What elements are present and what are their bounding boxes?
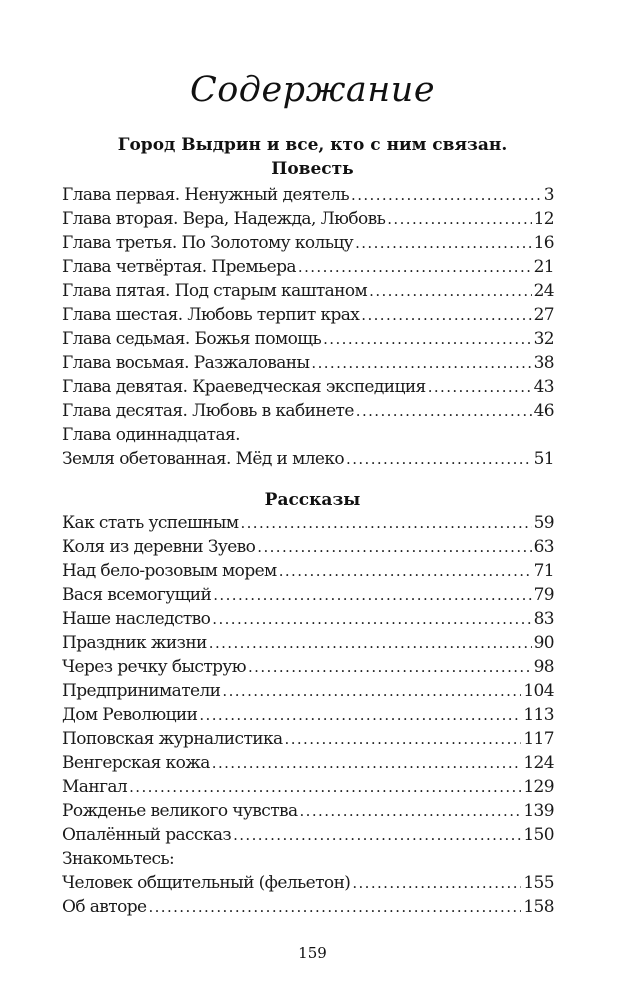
toc-entry-title: Наше наследство (62, 609, 211, 629)
toc-entry (62, 255, 554, 279)
toc-entry-page: 139 (523, 801, 554, 821)
toc-entry-title: Земля обетованная. Мёд и млеко (62, 449, 345, 469)
toc-entry-title: Над бело-розовым морем (62, 561, 277, 581)
toc-entry (62, 727, 554, 751)
toc-dot-leader (387, 207, 531, 231)
toc-entry-page: 83 (533, 609, 554, 629)
toc-entry-page: 38 (533, 353, 554, 373)
toc-entry-title: Об авторе (62, 897, 147, 917)
novel-toc-list (62, 183, 554, 471)
toc-dot-leader (311, 351, 531, 375)
toc-entry-page: 43 (533, 377, 554, 397)
toc-dot-leader (209, 631, 532, 655)
toc-entry-page: 12 (533, 209, 554, 229)
toc-entry-page: 124 (523, 753, 554, 773)
toc-entry (62, 823, 554, 847)
toc-entry-page: 158 (523, 897, 554, 917)
toc-dot-leader (298, 255, 532, 279)
novel-section-subheading: Повесть (271, 159, 354, 179)
toc-dot-leader (240, 511, 531, 535)
toc-entry-title: Человек общительный (фельетон) (62, 873, 351, 893)
toc-entry-title: Мангал (62, 777, 128, 797)
toc-entry (62, 655, 554, 679)
toc-dot-leader (257, 535, 531, 559)
toc-entry (62, 751, 554, 775)
toc-dot-leader (233, 823, 521, 847)
toc-entry-title: Венгерская кожа (62, 753, 210, 773)
toc-dot-leader (361, 303, 531, 327)
toc-entry (62, 559, 554, 583)
toc-entry-page: 27 (533, 305, 554, 325)
toc-dot-leader (199, 703, 521, 727)
toc-entry (62, 303, 554, 327)
toc-dot-leader (212, 751, 522, 775)
toc-entry (62, 583, 554, 607)
toc-entry (62, 511, 554, 535)
toc-entry (62, 631, 554, 655)
toc-dot-leader (346, 447, 532, 471)
toc-entry-page: 21 (533, 257, 554, 277)
toc-entry-page: 98 (533, 657, 554, 677)
toc-entry-title: Предприниматели (62, 681, 221, 701)
toc-entry-page: 150 (523, 825, 554, 845)
toc-entry (62, 327, 554, 351)
toc-entry (62, 183, 554, 207)
toc-dot-leader (428, 375, 532, 399)
toc-entry-title: Поповская журналистика (62, 729, 283, 749)
toc-dot-leader (279, 559, 532, 583)
toc-entry (62, 679, 554, 703)
toc-entry-title: Глава вторая. Вера, Надежда, Любовь (62, 209, 386, 229)
toc-entry (62, 799, 554, 823)
toc-dot-leader (351, 183, 542, 207)
toc-entry-page: 51 (533, 449, 554, 469)
toc-entry-title: Глава третья. По Золотому кольцу (62, 233, 354, 253)
toc-entry (62, 535, 554, 559)
toc-entry-page: 46 (533, 401, 554, 421)
toc-entry (62, 447, 554, 471)
toc-entry-title: Глава девятая. Краеведческая экспедиция (62, 377, 426, 397)
toc-dot-leader (148, 895, 521, 919)
toc-entry (62, 607, 554, 631)
toc-entry (62, 351, 554, 375)
toc-entry-title: Глава шестая. Любовь терпит крах (62, 305, 360, 325)
toc-entry-title: Вася всемогущий (62, 585, 212, 605)
toc-entry (62, 703, 554, 727)
toc-entry-title: Глава десятая. Любовь в кабинете (62, 401, 354, 421)
toc-dot-leader (352, 871, 521, 895)
toc-entry-page: 71 (533, 561, 554, 581)
toc-entry-title: Как стать успешным (62, 513, 239, 533)
toc-entry-page: 24 (533, 281, 554, 301)
toc-dot-leader (369, 279, 531, 303)
toc-entry (62, 399, 554, 423)
toc-entry (62, 775, 554, 799)
toc-entry-title-line: Глава одиннадцатая. (62, 425, 240, 445)
toc-entry-page: 155 (523, 873, 554, 893)
toc-dot-leader (213, 583, 531, 607)
toc-entry (62, 375, 554, 399)
toc-entry-page: 113 (523, 705, 554, 725)
toc-entry-title-line: Знакомьтесь: (62, 849, 175, 869)
toc-entry-page: 79 (533, 585, 554, 605)
toc-dot-leader (300, 799, 522, 823)
toc-entry-title: Дом Революции (62, 705, 198, 725)
toc-dot-leader (285, 727, 522, 751)
toc-entry-page: 90 (533, 633, 554, 653)
page-title: Содержание (189, 70, 436, 110)
toc-entry-title: Через речку быструю (62, 657, 247, 677)
toc-entry-page: 3 (543, 185, 554, 205)
stories-toc-list (62, 511, 554, 919)
toc-dot-leader (212, 607, 531, 631)
toc-entry-page: 32 (533, 329, 554, 349)
toc-dot-leader (356, 399, 532, 423)
toc-entry-page: 129 (523, 777, 554, 797)
toc-dot-leader (222, 679, 521, 703)
toc-entry-title: Глава пятая. Под старым каштаном (62, 281, 368, 301)
toc-entry-title: Глава четвёртая. Премьера (62, 257, 296, 277)
stories-section-heading: Рассказы (264, 490, 361, 510)
toc-entry (62, 207, 554, 231)
toc-entry-title: Глава седьмая. Божья помощь (62, 329, 322, 349)
toc-entry (62, 279, 554, 303)
toc-entry-page: 59 (533, 513, 554, 533)
toc-entry-title: Глава восьмая. Разжалованы (62, 353, 310, 373)
toc-dot-leader (248, 655, 532, 679)
toc-dot-leader (323, 327, 531, 351)
novel-section-heading: Город Выдрин и все, кто с ним связан. (117, 135, 508, 155)
toc-entry-page: 104 (523, 681, 554, 701)
toc-entry (62, 895, 554, 919)
toc-dot-leader (355, 231, 531, 255)
toc-dot-leader (129, 775, 521, 799)
toc-entry-page: 16 (533, 233, 554, 253)
toc-entry (62, 231, 554, 255)
toc-entry-title: Рожденье великого чувства (62, 801, 298, 821)
page-number: 159 (298, 944, 327, 962)
toc-entry-title: Опалённый рассказ (62, 825, 232, 845)
toc-entry (62, 871, 554, 895)
toc-entry-page: 63 (533, 537, 554, 557)
toc-entry-title: Коля из деревни Зуево (62, 537, 256, 557)
toc-entry-title: Праздник жизни (62, 633, 207, 653)
toc-entry-page: 117 (523, 729, 554, 749)
toc-entry-title: Глава первая. Ненужный деятель (62, 185, 350, 205)
